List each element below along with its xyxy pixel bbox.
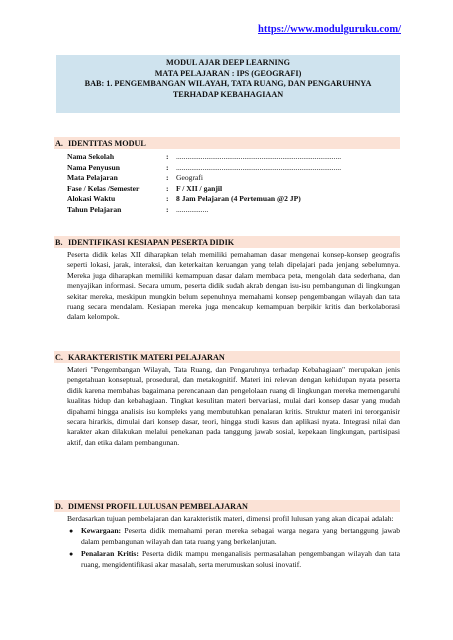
identity-table (67, 152, 396, 216)
row-value: F / XII / ganjil (176, 183, 223, 193)
section-kesiapan-peserta-didik (54, 236, 400, 323)
section-dimensi-profil-lulusan (54, 500, 400, 572)
row-colon: : (166, 204, 169, 214)
row-value: ................. (176, 204, 209, 214)
section-c-letter: C. (55, 352, 63, 362)
row-colon: : (166, 173, 169, 183)
section-b-letter: B. (55, 237, 63, 247)
section-identitas-modul (54, 137, 400, 216)
section-karakteristik-materi (54, 351, 400, 448)
section-a-letter: A. (55, 138, 63, 148)
section-d-letter: D. (55, 501, 63, 511)
bullet-icon: ● (69, 550, 74, 559)
row-colon: : (166, 152, 169, 161)
table-row (67, 205, 396, 216)
list-item (67, 526, 400, 547)
row-value: Geografi (176, 173, 203, 183)
row-value: ....................................................................................... (176, 162, 342, 172)
table-row (67, 184, 396, 195)
row-colon: : (166, 162, 169, 172)
section-c-title: KARAKTERISTIK MATERI PELAJARAN (68, 352, 225, 362)
row-key: Fase / Kelas /Semester (67, 183, 140, 193)
row-value: ....................................................................................... (176, 152, 342, 161)
table-row (67, 163, 396, 174)
row-key: Mata Pelajaran (67, 173, 118, 183)
title-line-1: MODUL AJAR DEEP LEARNING (166, 58, 290, 67)
section-c-heading (54, 351, 400, 363)
section-a-title: IDENTITAS MODUL (68, 138, 146, 148)
bullet-icon: ● (69, 527, 74, 536)
bullet-label: Penalaran Kritis: (81, 549, 139, 559)
row-key: Nama Penyusun (67, 162, 120, 172)
list-item (67, 549, 400, 570)
row-key: Tahun Pelajaran (67, 204, 122, 214)
row-value: 8 Jam Pelajaran (4 Pertemuan @2 JP) (176, 194, 301, 204)
section-d-heading (54, 500, 400, 512)
section-b-title: IDENTIFIKASI KESIAPAN PESERTA DIDIK (68, 237, 235, 247)
website-link[interactable]: https://www.modulguruku.com/ (258, 24, 401, 35)
title-line-2: MATA PELAJARAN : IPS (GEOGRAFI) (154, 68, 302, 78)
section-d-title: DIMENSI PROFIL LULUSAN PEMBELAJARAN (68, 501, 248, 511)
section-d-intro: Berdasarkan tujuan pembelajaran dan karakteristik materi, dimensi profil lulusan yang akan dicapai adalah: (67, 514, 394, 523)
table-row (67, 173, 396, 184)
bullet-text: Peserta didik memahami peran mereka sebagai warga negara yang bertanggung jawab dalam pembangunan wilayah dan tata ruang yang berkelanjutan. (81, 526, 400, 546)
table-row (67, 152, 396, 163)
bullet-label: Kewargaan: (81, 526, 122, 536)
row-key: Nama Sekolah (67, 152, 115, 161)
module-title-box (56, 55, 400, 113)
section-b-heading (54, 236, 400, 248)
title-line-4: TERHADAP KEBAHAGIAAN (172, 89, 284, 99)
row-colon: : (166, 194, 169, 204)
section-c-paragraph: Materi "Pengembangan Wilayah, Tata Ruang, dan Pengaruhnya terhadap Kebahagiaan" merupakan jenis pengetahuan konseptual, prosedural, dan metakognitif. Materi ini relevan dengan kehidupan nyata peserta didik karena membahas bagaimana perencanaan dan pengelolaan ruang di lingkungan mereka memengaruhi kualitas hidup dan kebahagiaan. Tingkat kesulitan materi bervariasi, mulai dari konsep dasar yang mudah dipahami hingga analisis isu kompleks yang membutuhkan penalaran kritis. Struktur materi ini terorganisir secara hirarkis, dimulai dari konsep dasar, teori, hingga studi kasus dan aplikasi nyata. Integrasi nilai dan karakter akan dilakukan melalui penekanan pada tanggung jawab sosial, kepekaan lingkungan, partisipasi aktif, dan etika dalam pembangunan. (67, 365, 400, 447)
profile-dimension-list (67, 526, 400, 570)
bullet-text: Peserta didik mampu menganalisis permasalahan pengembangan wilayah dan tata ruang, mengidentifikasi akar masalah, serta merumuskan solusi inovatif. (81, 549, 400, 569)
table-row (67, 194, 396, 205)
row-colon: : (166, 183, 169, 193)
section-b-paragraph: Peserta didik kelas XII diharapkan telah memiliki pemahaman dasar mengenai konsep-konsep geografis seperti lokasi, jarak, interaksi, dan keterkaitan keruangan yang telah dipelajari pada jenjang sebelumnya. Mereka juga diharapkan memiliki kemampuan dasar dalam membaca peta, mengolah data sederhana, dan menyajikan informasi. Secara umum, peserta didik sudah akrab dengan isu-isu pembangunan di lingkungan sekitar mereka, meskipun mungkin belum sepenuhnya memahami konsep pengembangan wilayah dan tata ruang secara mendalam. Kesiapan mereka juga mencakup kemampuan berpikir kritis dan berkolaborasi dalam kelompok. (67, 250, 400, 322)
title-line-3: BAB: 1. PENGEMBANGAN WILAYAH, TATA RUANG, DAN PENGARUHNYA (84, 79, 372, 89)
row-key: Alokasi Waktu (67, 194, 116, 204)
section-a-heading (54, 137, 400, 149)
